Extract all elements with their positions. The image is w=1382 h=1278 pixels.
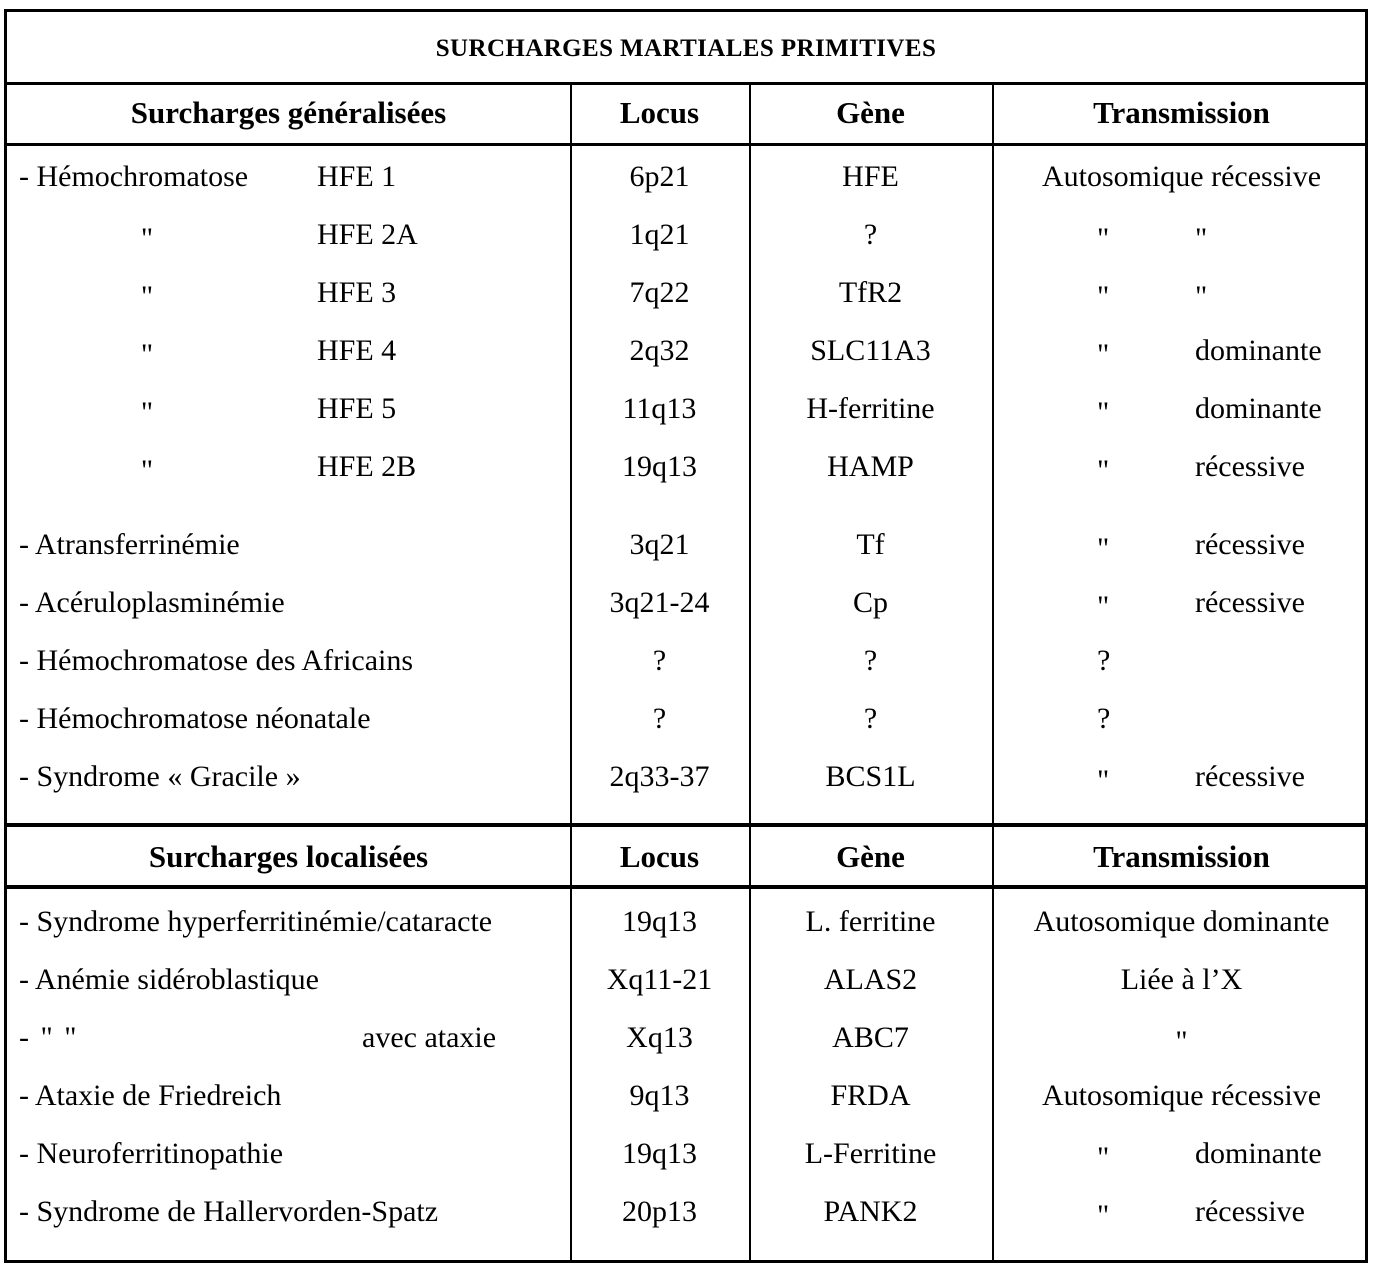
row-transmission: "	[1097, 1199, 1110, 1232]
row-locus: 1q21	[629, 218, 690, 251]
column-header-locus-1: Locus	[619, 95, 700, 130]
row-transmission: "	[1097, 222, 1110, 255]
row-transmission: Autosomique dominante	[1033, 905, 1330, 938]
page-title: SURCHARGES MARTIALES PRIMITIVES	[435, 34, 937, 62]
row-transmission: ?	[1097, 644, 1111, 677]
row-transmission: Autosomique récessive	[1041, 160, 1322, 193]
row-name: "	[140, 338, 154, 371]
row-transmission-2: "	[1195, 280, 1208, 313]
row-gene: ?	[863, 702, 878, 735]
row-gene: ?	[863, 218, 878, 251]
row-name: "	[140, 396, 154, 429]
row-name: - Ataxie de Friedreich	[19, 1079, 282, 1112]
row-subtype: HFE 5	[317, 392, 397, 425]
row-locus: ?	[652, 702, 667, 735]
row-transmission-2: récessive	[1195, 1195, 1305, 1228]
row-name: - " "	[19, 1021, 79, 1054]
row-gene: L-Ferritine	[804, 1137, 937, 1170]
row-transmission: ?	[1097, 702, 1111, 735]
row-transmission: "	[1097, 590, 1110, 623]
row-name: - Neuroferritinopathie	[19, 1137, 284, 1170]
row-gene: PANK2	[823, 1195, 918, 1228]
row-transmission-2: dominante	[1195, 1137, 1322, 1170]
table-title-row	[7, 12, 1365, 85]
column-header-gene-2: Gène	[836, 839, 905, 874]
row-transmission: "	[1175, 1025, 1188, 1058]
rule-under-header-1	[7, 143, 1365, 146]
row-name: - Syndrome « Gracile »	[19, 760, 301, 793]
row-locus: 20p13	[622, 1195, 697, 1228]
row-locus: 11q13	[622, 392, 697, 425]
row-transmission: "	[1097, 280, 1110, 313]
row-locus: 7q22	[629, 276, 690, 309]
row-name: - Anémie sidéroblastique	[19, 963, 319, 996]
row-transmission: "	[1097, 396, 1110, 429]
row-gene: BCS1L	[825, 760, 916, 793]
row-name: - Atransferrinémie	[19, 528, 240, 561]
row-name: "	[140, 280, 154, 313]
row-locus: 19q13	[622, 1137, 697, 1170]
row-transmission-2: récessive	[1195, 528, 1305, 561]
row-name: "	[140, 454, 154, 487]
row-locus: Xq11-21	[606, 963, 713, 996]
row-gene: H-ferritine	[806, 392, 935, 425]
row-locus: 3q21	[629, 528, 690, 561]
section-header-generalisees	[7, 83, 1365, 143]
row-subtype: avec ataxie	[362, 1021, 497, 1054]
row-gene: TfR2	[838, 276, 903, 309]
row-transmission-2: dominante	[1195, 334, 1322, 367]
row-locus: 9q13	[629, 1079, 690, 1112]
row-transmission: Liée à l’X	[1120, 963, 1243, 996]
row-locus: ?	[652, 644, 667, 677]
row-name: - Syndrome de Hallervorden-Spatz	[19, 1195, 439, 1228]
row-gene: HFE	[842, 160, 899, 193]
row-gene: ALAS2	[823, 963, 918, 996]
row-transmission-2: récessive	[1195, 760, 1305, 793]
row-subtype: HFE 4	[317, 334, 397, 367]
row-subtype: HFE 2B	[317, 450, 417, 483]
row-name: - Hémochromatose néonatale	[19, 702, 371, 735]
row-transmission: "	[1097, 454, 1110, 487]
row-gene: ABC7	[832, 1021, 909, 1054]
row-transmission: "	[1097, 338, 1110, 371]
column-header-locus-2: Locus	[619, 839, 700, 874]
row-subtype: HFE 1	[317, 160, 397, 193]
column-header-transmission-1: Transmission	[1093, 95, 1270, 130]
row-gene: L. ferritine	[805, 905, 936, 938]
row-name: - Acéruloplasminémie	[19, 586, 285, 619]
row-gene: Tf	[856, 528, 885, 561]
row-locus: 2q33-37	[609, 760, 710, 793]
row-locus: 2q32	[629, 334, 690, 367]
row-transmission-2: "	[1195, 222, 1208, 255]
section-header-localisees	[7, 827, 1365, 887]
row-locus: 3q21-24	[609, 586, 710, 619]
row-name: - Hémochromatose	[19, 160, 249, 193]
row-gene: ?	[863, 644, 878, 677]
row-gene: SLC11A3	[810, 334, 931, 367]
row-gene: Cp	[852, 586, 888, 619]
row-locus: 6p21	[629, 160, 690, 193]
column-header-gene-1: Gène	[836, 95, 905, 130]
row-subtype: HFE 2A	[317, 218, 418, 251]
column-header-name-1: Surcharges généralisées	[130, 95, 447, 130]
row-transmission-2: dominante	[1195, 392, 1322, 425]
row-subtype: HFE 3	[317, 276, 397, 309]
row-transmission: "	[1097, 1141, 1110, 1174]
row-locus: 19q13	[622, 905, 697, 938]
row-name: - Syndrome hyperferritinémie/cataracte	[19, 905, 493, 938]
column-header-transmission-2: Transmission	[1093, 839, 1270, 874]
row-locus: Xq13	[626, 1021, 693, 1054]
row-name: "	[140, 222, 154, 255]
data-table	[4, 9, 1368, 1263]
row-gene: FRDA	[830, 1079, 911, 1112]
row-transmission: "	[1097, 532, 1110, 565]
column-header-name-2: Surcharges localisées	[148, 839, 429, 874]
row-transmission-2: récessive	[1195, 450, 1305, 483]
row-locus: 19q13	[622, 450, 697, 483]
row-transmission: Autosomique récessive	[1041, 1079, 1322, 1112]
row-name: - Hémochromatose des Africains	[19, 644, 414, 677]
row-transmission-2: récessive	[1195, 586, 1305, 619]
row-transmission: "	[1097, 764, 1110, 797]
row-gene: HAMP	[827, 450, 914, 483]
